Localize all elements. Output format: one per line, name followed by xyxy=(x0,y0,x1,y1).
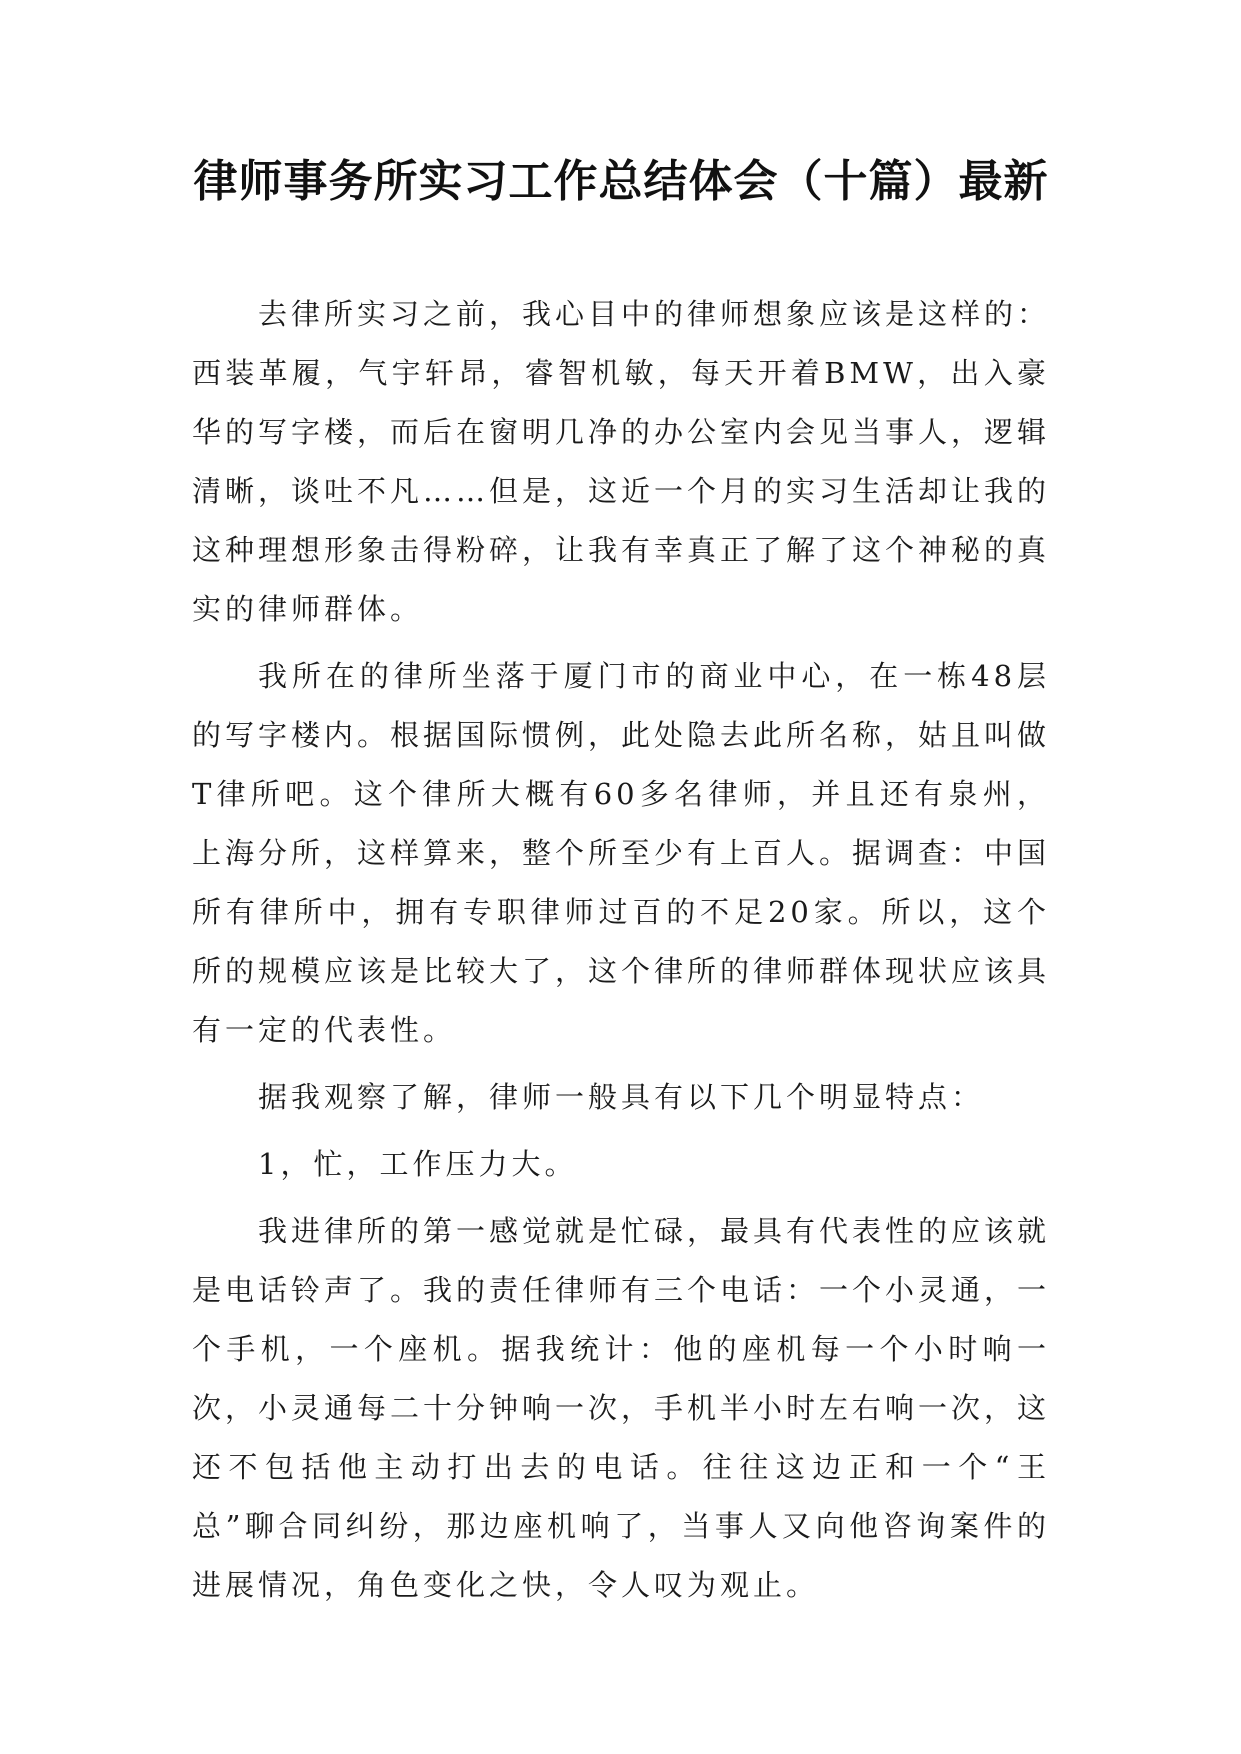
document-title: 律师事务所实习工作总结体会（十篇）最新 xyxy=(193,156,1049,207)
paragraph-observation: 据我观察了解，律师一般具有以下几个明显特点： xyxy=(258,1080,985,1114)
document-body xyxy=(192,285,1050,1623)
paragraph-busy-detail: 我进律所的第一感觉就是忙碌，最具有代表性的应该就是电话铃声了。我的责任律师有三个电话：一个小灵通，一个手机，一个座机。据我统计：他的座机每一个小时响一次，小灵通每二十分钟响一次，手机半小时左右响一次，这还不包括他主动打出去的电话。往往这边正和一个“王总”聊合同纠纷，那边座机响了，当事人又向他咨询案件的进展情况，角色变化之快，令人叹为观止。 xyxy=(192,1214,1051,1602)
paragraph-point-1: 1，忙，工作压力大。 xyxy=(258,1147,578,1181)
paragraph-intro: 去律所实习之前，我心目中的律师想象应该是这样的：西装革履，气宇轩昂，睿智机敏，每天开着BMW，出入豪华的写字楼，而后在窗明几净的办公室内会见当事人，逻辑清晰，谈吐不凡……但是，这近一个月的实习生活却让我的这种理想形象击得粉碎，让我有幸真正了解了这个神秘的真实的律师群体。 xyxy=(192,297,1051,626)
paragraph-firm-description: 我所在的律所坐落于厦门市的商业中心，在一栋48层的写字楼内。根据国际惯例，此处隐去此所名称，姑且叫做T律所吧。这个律所大概有60多名律师，并且还有泉州，上海分所，这样算来，整个所至少有上百人。据调查：中国所有律所中，拥有专职律师过百的不足20家。所以，这个所的规模应该是比较大了，这个律所的律师群体现状应该具有一定的代表性。 xyxy=(192,659,1051,1047)
